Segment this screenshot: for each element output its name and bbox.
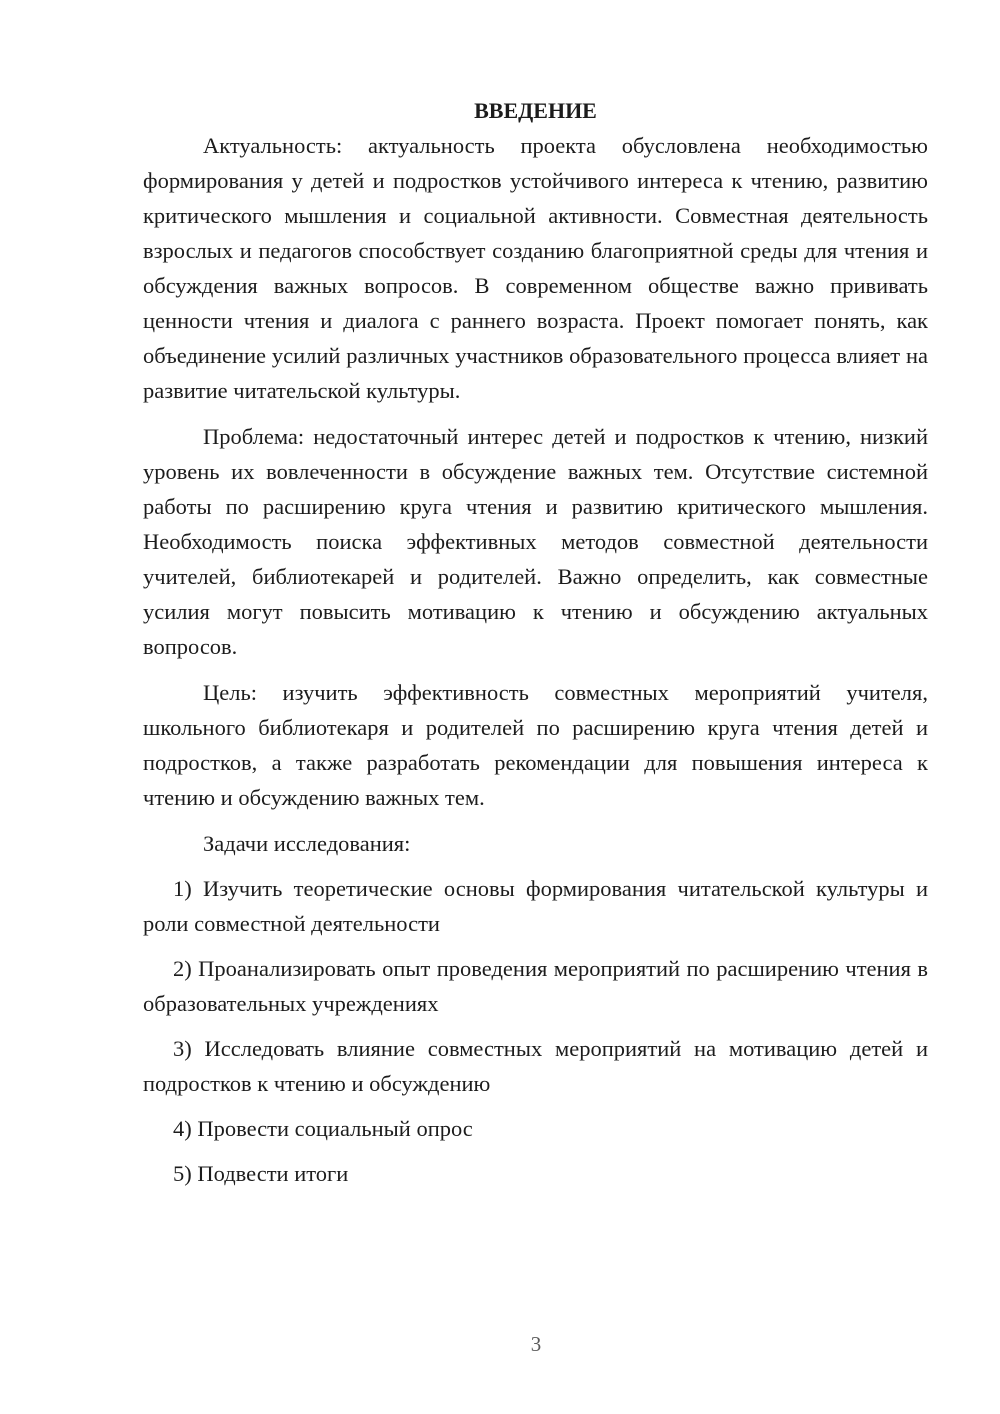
task-item: 2) Проанализировать опыт проведения мероприятий по расширению чтения в образовательных учреждениях [143,956,928,1016]
tasks-title: Задачи исследования: [203,831,411,856]
goal-paragraph: Цель: изучить эффективность совместных мероприятий учителя, школьного библиотекаря и родителей по расширению круга чтения детей и подростков, а также разработать рекомендации для повышения интереса к чтению и обсуждению важных тем. [143,680,928,810]
task-item: 1) Изучить теоретические основы формирования читательской культуры и роли совместной деятельности [143,876,928,936]
task-item: 3) Исследовать влияние совместных мероприятий на мотивацию детей и подростков к чтению и обсуждению [143,1036,928,1096]
page-content [143,96,928,1191]
task-item: 5) Подвести итоги [173,1161,349,1186]
section-heading: ВВЕДЕНИЕ [474,98,597,123]
task-item: 4) Провести социальный опрос [173,1116,473,1141]
page-number: 3 [530,1332,542,1356]
relevance-paragraph: Актуальность: актуальность проекта обусловлена необходимостью формирования у детей и подростков устойчивого интереса к чтению, развитию критического мышления и социальной активности. Совместная деятельность взрослых и педагогов способствует созданию благоприятной среды для чтения и обсуждения важных вопросов. В современном обществе важно прививать ценности чтения и диалога с раннего возраста. Проект помогает понять, как объединение усилий различных участников образовательного процесса влияет на развитие читательской культуры. [143,133,928,403]
problem-paragraph: Проблема: недостаточный интерес детей и подростков к чтению, низкий уровень их вовлеченности в обсуждение важных тем. Отсутствие системной работы по расширению круга чтения и развитию критического мышления. Необходимость поиска эффективных методов совместной деятельности учителей, библиотекарей и родителей. Важно определить, как совместные усилия могут повысить мотивацию к чтению и обсуждению актуальных вопросов. [143,424,928,659]
